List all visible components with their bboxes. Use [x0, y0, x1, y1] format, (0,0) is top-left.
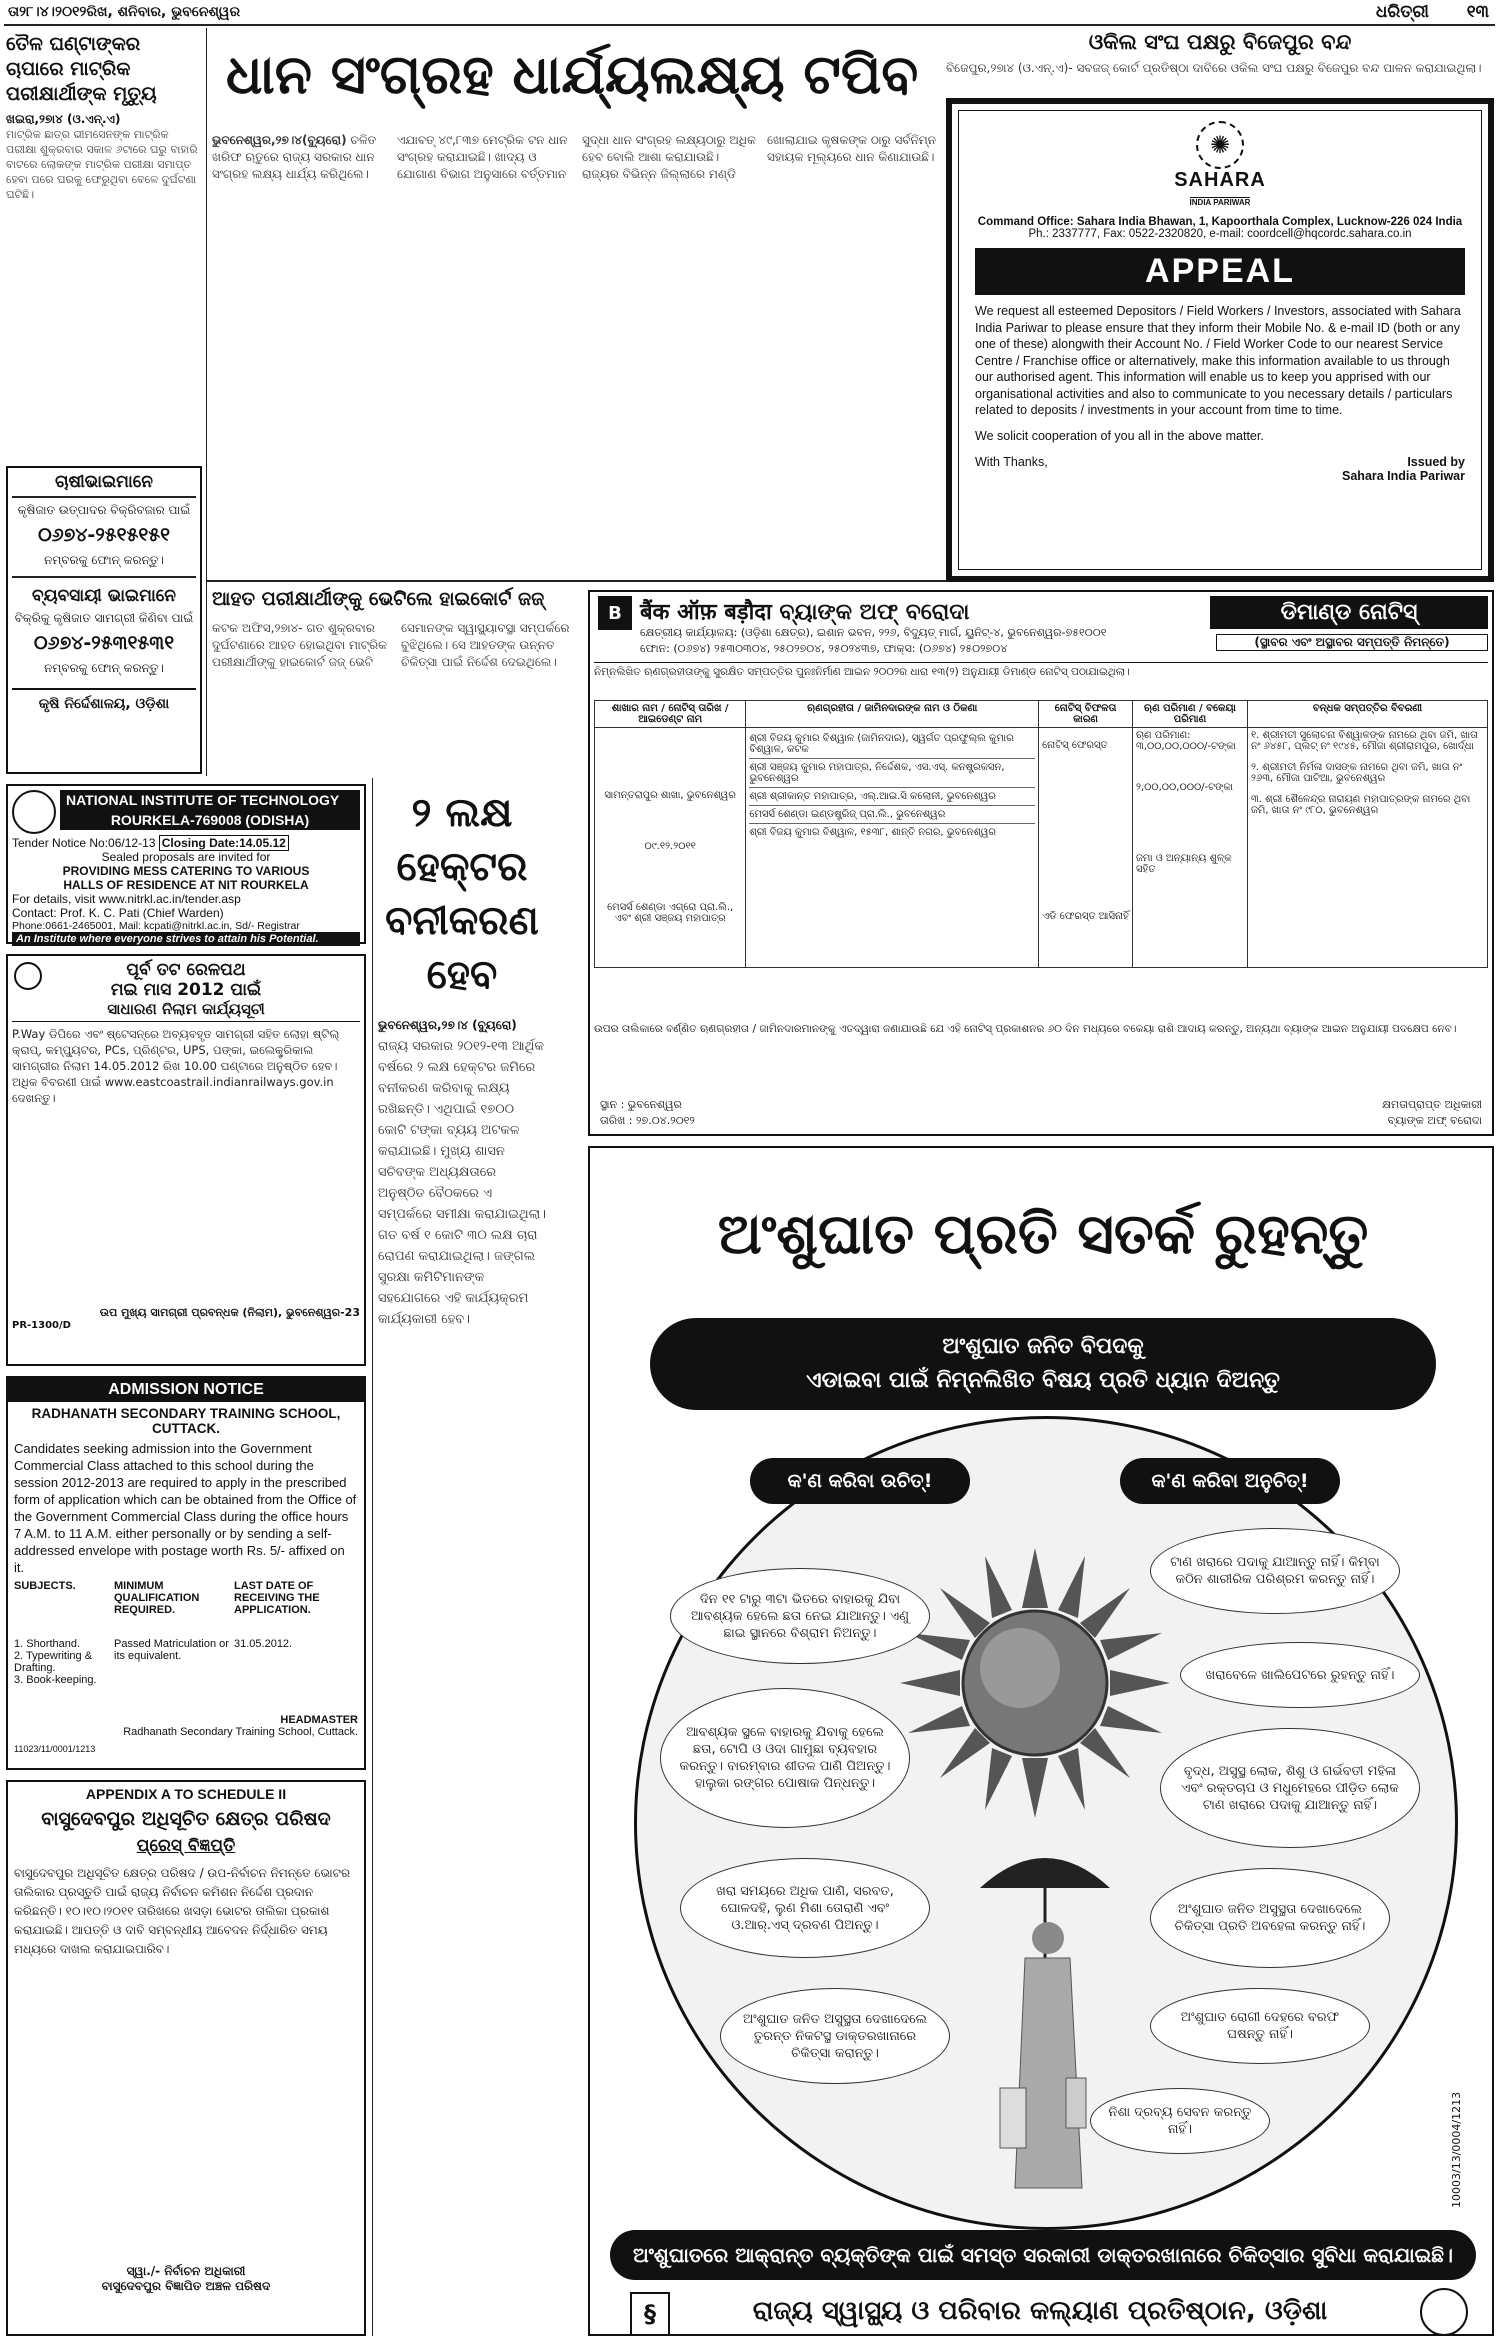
bob-amount-1: ଋଣ ପରିମାଣ: ୩,୦୦,୦୦,୦୦୦/-ଟଙ୍କା — [1135, 730, 1236, 752]
heatstroke-footer: ରାଜ୍ୟ ସ୍ୱାସ୍ଥ୍ୟ ଓ ପରିବାର କଲ୍ୟାଣ ପ୍ରତିଷ୍ଠାନ, ଓଡ଼ିଶା — [752, 2296, 1328, 2326]
sahara-appeal-ad — [946, 98, 1494, 582]
lawyers-headline: ଓକିଲ ସଂଘ ପକ୍ଷରୁ ବିଜେପୁର ବନ୍ଦ — [1088, 30, 1352, 54]
nit-tagline: An Institute where everyone strives to attain his Potential. — [12, 932, 360, 946]
sahara-logo-sub: INDIA PARIWAR — [1189, 198, 1251, 207]
story-tail-accident — [6, 32, 202, 497]
header-rule — [4, 24, 1495, 26]
bob-place: ସ୍ଥାନ : ଭୁବନେଶ୍ୱର — [600, 1098, 682, 1111]
forest-body: ରାଜ୍ୟ ସରକାର ୨୦୧୨-୧୩ ଆର୍ଥିକ ବର୍ଷରେ ୨ ଲକ୍ଷ ହେକ୍ଟର ଜମିରେ ବନୀକରଣ କରିବାକୁ ଲକ୍ଷ୍ୟ ରଖିଛନ୍ତି। ଏଥିପାଇଁ ୧୭୦୦ କୋଟି ଟଙ୍କା ବ୍ୟୟ ଅଟକଳ କରାଯାଇଛି। ମୁଖ୍ୟ ଶାସନ ସଚିବଙ୍କ ଅଧ୍ୟକ୍ଷତାରେ ଅନୁଷ୍ଠିତ ବୈଠକରେ ଏ ସମ୍ପର୍କରେ ସମୀକ୍ଷା କରାଯାଇଥିଲା। ଗତ ବର୍ଷ ୧ କୋଟି ୩୦ ଲକ୍ଷ ଚାରା ରୋପଣ କରାଯାଇଥିଲା। ଜଙ୍ଗଲ ସୁରକ୍ଷା କମିଟିମାନଙ୍କ ସହଯୋଗରେ ଏହି କାର୍ଯ୍ୟକ୍ରମ କାର୍ଯ୍ୟକାରୀ ହେବ। — [378, 1039, 546, 1327]
bob-notice-date: ୦୯.୧୨.୨୦୧୧ — [644, 841, 696, 852]
railway-body: P.Way ଡିପିରେ ଏବଂ ଷ୍ଟେସନ୍‌ରେ ଅବ୍ୟବହୃତ ସାମଗ୍ରୀ ସହିତ ଲୋହା ଷ୍ଟିଲ୍ କ୍ରାପ୍, କମ୍ପ୍ୟୁଟର, PCs, ପ୍ରିଣ୍ଟର, UPS, ପଙ୍କା, ଇଲେକ୍ଟ୍ରିକାଲ ସାମଗ୍ରୀର ନିଲାମ 14.05.2012 ରିଖ 10.00 ଘଣ୍ଟାରେ ଅନୁଷ୍ଠିତ ହେବ। ଅଧିକ ବିବରଣୀ ପାଇଁ www.eastcoastrail.indianrailways.gov.in ଦେଖନ୍ତୁ। — [12, 1027, 340, 1105]
bob-logo-icon: B — [598, 596, 632, 630]
admission-body: Candidates seeking admission into the Government Commercial Class attached to this school during the session 2012-2013 are required to apply in the prescribed form of application which can be obtained from the Office of the Government Commercial Class during the office hours 7 A.M. to 11 A.M. either personally or by sending a self-addressed envelope with postage worth Rs. 5/- affixed on it. — [14, 1441, 357, 1575]
helpline-divider — [12, 496, 196, 498]
nit-body2: PROVIDING MESS CATERING TO VARIOUS — [62, 864, 310, 878]
appendix-subheading: ପ୍ରେସ୍ ବିଜ୍ଞପ୍ତି — [136, 1836, 236, 1856]
story1-dateline: ଖଇରା,୨୭ା୪ (ଓ.ଏନ୍.ଏ) — [6, 112, 121, 126]
main-story-text: ଚଳିତ ଖରିଫ ଋତୁରେ ରାଜ୍ୟ ସରକାର ଧାନ ସଂଗ୍ରହ ଲକ୍ଷ୍ୟ ଧାର୍ଯ୍ୟ କରିଥିଲେ। ଏଯାବତ୍ ୪୯,୮୩୭ ମେଟ୍ରିକ ଟନ ଧାନ ସଂଗ୍ରହ କରାଯାଇଛି। ଖାଦ୍ୟ ଓ ଯୋଗାଣ ବିଭାଗ ଅନୁସାରେ ବର୍ତ୍ତମାନ ସୁଦ୍ଧା ଧାନ ସଂଗ୍ରହ ଲକ୍ଷ୍ୟଠାରୁ ଅଧିକ ହେବ ବୋଲି ଆଶା କରାଯାଉଛି। ରାଜ୍ୟର ବିଭିନ୍ନ ଜିଲ୍ଲାରେ ମଣ୍ଡି ଖୋଲାଯାଇ କୃଷକଙ୍କ ଠାରୁ ସର୍ବନିମ୍ନ ସହାୟକ ମୂଲ୍ୟରେ ଧାନ କିଣାଯାଉଛି। — [212, 133, 936, 181]
sahara-logo-text: SAHARA — [1174, 169, 1266, 191]
admission-sign2: Radhanath Secondary Training School, Cuttack. — [123, 1726, 358, 1738]
date-line: ତା୨୮।୪।୨୦୧୨ରିଖ, ଶନିବାର, ଭୁବନେଶ୍ୱର — [8, 4, 241, 20]
bob-address: କ୍ଷେତ୍ରୀୟ କାର୍ଯ୍ୟାଳୟ: (ଓଡ଼ିଶା କ୍ଷେତ୍ର), ଇଶାନ ଭବନ, ୨୨୬, ବିଦ୍ୟୁତ୍ ମାର୍ଗ, ୟୁନିଟ୍-୪, ଭୁବନେଶ୍ୱର-୭୫୧୦୦୧ — [640, 626, 1107, 639]
bob-amount-note: ଜମା ଓ ଅନ୍ୟାନ୍ୟ ଶୁଳ୍କ ସହିତ — [1135, 853, 1232, 875]
do-bubble-3: ଖରା ସମୟରେ ଅଧିକ ପାଣି, ସରବତ, ଘୋଳଦହି, ଲୁଣ ମିଶା ତୋରାଣି ଏବଂ ଓ.ଆର୍.ଏସ୍ ଦ୍ରବଣ ପିଅନ୍ତୁ। — [680, 1858, 930, 1958]
nit-body3: HALLS OF RESIDENCE AT NIT ROURKELA — [63, 878, 309, 892]
sun-icon — [900, 1548, 1170, 1818]
agri-helpline-ad — [6, 466, 202, 774]
bob-property-1: ୧. ଶ୍ରୀମତୀ ସୁଲୋଚନା ବିଶ୍ୱାଳଙ୍କ ନାମରେ ଥିବା ଜମି, ଖାତା ନଂ ୬୪୫୮, ପ୍ଲଟ୍ ନଂ ୧୯୪୫, ମୌଜା ଶ୍ରୀରାମପୁର, ଖୋର୍ଦ୍ଧା — [1250, 730, 1479, 752]
bob-property-2: ୨. ଶ୍ରୀମତୀ ନିର୍ମଳା ଦାସଙ୍କ ନାମରେ ଥିବା ଜମି, ଖାତା ନଂ ୨୬୩, ମୌଜା ପାଟିଆ, ଭୁବନେଶ୍ୱର — [1250, 762, 1463, 784]
admission-col-subjects: SUBJECTS. — [14, 1580, 76, 1592]
bob-borrower-4: ମେସର୍ସ ଶେଣ୍ଡା ଇଣ୍ଡଷ୍ଟ୍ରିଜ୍ ପ୍ରା.ଲି., ଭୁବନେଶ୍ୱର — [749, 806, 1035, 824]
heatstroke-title: ଅଂଶୁଘାତ ପ୍ରତି ସତର୍କ ରୁହନ୍ତୁ — [717, 1202, 1369, 1267]
nit-details-link[interactable]: For details, visit www.nitrkl.ac.in/tender.asp — [12, 892, 241, 906]
railway-auction-ad — [6, 954, 366, 1366]
bob-th-borrower: ଋଣଗ୍ରହୀତା / ଜାମିନଦାରଙ୍କ ନାମ ଓ ଠିକଣା — [746, 701, 1039, 728]
helpline2-text: ବିକ୍ରିକୁ କୃଷିଜାତ ସାମଗ୍ରୀ କିଣିବା ପାଇଁ — [14, 611, 194, 625]
helpline1-text: କୃଷିଜାତ ଉତ୍ପାଦର ବିକ୍ରିବଜାର ପାଇଁ — [17, 503, 191, 517]
health-logo-icon: § — [630, 2292, 670, 2336]
bob-contact: ଫୋନ: (୦୬୭୪) ୨୫୩୦୩୦୪, ୨୫୦୨୭୦୪, ୨୫୦୨୪୩୭, ଫାକ୍ସ: (୦୬୭୪) ୨୫୦୨୭୦୪ — [640, 642, 1008, 655]
odisha-emblem-icon — [1420, 2288, 1468, 2336]
hc-headline: ଆହତ ପରୀକ୍ଷାର୍ଥୀଙ୍କୁ ଭେଟିଲେ ହାଇକୋର୍ଟ ଜଜ୍ — [212, 588, 545, 610]
nit-address: ROURKELA-769008 (ODISHA) — [60, 810, 360, 830]
heatstroke-code: 10003/13/0004/1213 — [1450, 2091, 1463, 2208]
heatstroke-banner — [650, 1318, 1436, 1410]
sahara-solicit: We solicit cooperation of you all in the above matter. — [975, 428, 1264, 443]
bob-borrower-5: ଶ୍ରୀ ବିଜୟ କୁମାର ବିଶ୍ୱାଳ, ୧୫୩୮, ଶାନ୍ତି ନଗର, ଭୁବନେଶ୍ୱର — [749, 827, 996, 838]
bob-intro: ନିମ୍ନଲିଖିତ ଋଣଗ୍ରହୀତାଙ୍କୁ ସୁରକ୍ଷିତ ସମ୍ପତ୍ତିର ପୁନଃନିର୍ମାଣ ଆଇନ ୨୦୦୨ର ଧାରା ୧୩(୨) ଅନୁଯାୟୀ ଡିମାଣ୍ଡ ନୋଟିସ୍ ପଠାଯାଇଥିଲା। — [594, 662, 1488, 679]
main-story-body — [212, 132, 942, 572]
dont-bubble-6: ନିଶା ଦ୍ରବ୍ୟ ସେବନ କରନ୍ତୁ ନାହିଁ। — [1090, 2088, 1270, 2154]
basudebpur-press-notice — [6, 1780, 366, 2336]
bob-reason-1: ନୋଟିସ୍ ଫେରସ୍ତ — [1042, 740, 1108, 751]
railway-code: PR-1300/D — [12, 1320, 71, 1331]
bob-th-branch: ଶାଖାର ନାମ / ନୋଟିସ୍ ତାରିଖ / ଆଇଡେଣ୍ଟ ନାମ — [595, 701, 746, 728]
dont-bubble-1: ଟାଣ ଖରାରେ ପଦାକୁ ଯାଆନ୍ତୁ ନାହିଁ। କିମ୍ବା କଠିନ ଶାରୀରିକ ପରିଶ୍ରମ କରନ୍ତୁ ନାହିଁ। — [1150, 1528, 1400, 1614]
sahara-logo-icon: ✺ — [1196, 121, 1244, 169]
admission-subject-2: 2. Typewriting & Drafting. — [14, 1650, 93, 1674]
col-rule-2 — [372, 778, 373, 2336]
bob-account-name: ମେସର୍ସ ଶେଣ୍ଡା ଏଗ୍ରୋ ପ୍ରା.ଲି., ଏବଂ ଶ୍ରୀ ସଞ୍ଜୟ ମହାପାତ୍ର — [607, 902, 734, 924]
dont-label: କ'ଣ କରିବା ଅନୁଚିତ୍! — [1120, 1458, 1340, 1504]
col-rule-1 — [206, 28, 207, 776]
admission-school: RADHANATH SECONDARY TRAINING SCHOOL, CUTTACK. — [31, 1406, 341, 1436]
bob-demand-notice — [588, 590, 1494, 1136]
bob-notice-title: ଡିମାଣ୍ଡ ନୋଟିସ୍ — [1210, 596, 1488, 629]
nit-tender-no: Tender Notice No:06/12-13 — [12, 836, 156, 850]
dont-bubble-3: ବୃଦ୍ଧ, ଅସୁସ୍ଥ ଲୋକ, ଶିଶୁ ଓ ଗର୍ଭବତୀ ମହିଳା ଏବଂ ରକ୍ତଚାପ ଓ ମଧୁମେହରେ ପୀଡ଼ିତ ଲୋକ ଟାଣ ଖରାରେ ପଦାକୁ ଯାଆନ୍ତୁ ନାହିଁ। — [1160, 1728, 1420, 1848]
sahara-office: Command Office: Sahara India Bhawan, 1, Kapoorthala Complex, Lucknow-226 024 India — [977, 216, 1463, 228]
do-label: କ'ଣ କରିବା ଉଚିତ୍! — [750, 1458, 970, 1504]
admission-lastdate: 31.05.2012. — [234, 1638, 293, 1650]
railway-logo-icon — [14, 962, 42, 990]
nit-phone: Phone:0661-2465001, Mail: kcpati@nitrkl.ac.in, Sd/- Registrar — [12, 920, 300, 932]
nit-tender-ad — [6, 784, 366, 944]
main-story-bottom-rule — [206, 580, 946, 582]
admission-subject-1: 1. Shorthand. — [14, 1638, 81, 1650]
appendix-sign2: ବାସୁଦେବପୁର ବିଜ୍ଞାପିତ ଅଞ୍ଚଳ ପରିଷଦ — [101, 2279, 271, 2293]
admission-notice-ad — [6, 1376, 366, 1770]
forest-headline: ୨ ଲକ୍ଷ ହେକ୍ଟର ବନୀକରଣ ହେବ — [385, 790, 539, 998]
dont-bubble-5: ଅଂଶୁଘାତ ରୋଗୀ ଦେହରେ ବରଫ ଘଷନ୍ତୁ ନାହିଁ। — [1150, 1988, 1370, 2064]
paper-name: ଧରିତ୍ରୀ — [1375, 2, 1429, 22]
nit-contact: Contact: Prof. K. C. Pati (Chief Warden) — [12, 906, 224, 920]
helpline-divider-2 — [12, 576, 196, 578]
bob-branch: ସାମନ୍ତରାପୁର ଶାଖା, ଭୁବନେଶ୍ୱର — [604, 790, 736, 801]
main-headline: ଧାନ ସଂଗ୍ରହ ଧାର୍ଯ୍ୟଲକ୍ଷ୍ୟ ଟପିବ — [225, 43, 919, 106]
appendix-title: APPENDIX A TO SCHEDULE II — [85, 1786, 287, 1802]
heatstroke-banner-line1: ଅଂଶୁଘାତ ଜନିତ ବିପଦକୁ — [942, 1334, 1144, 1359]
lawyers-body: ବିଜେପୁର,୨୭ା୪ (ଓ.ଏନ୍.ଏ)- ସବଜଜ୍ କୋର୍ଟ ପ୍ରତିଷ୍ଠା ଦାବିରେ ଓକିଲ ସଂଘ ପକ୍ଷରୁ ବିଜେପୁର ବନ୍ଦ ପାଳନ କରାଯାଇଥିଲା। — [946, 61, 1482, 75]
admission-col-lastdate: LAST DATE OF RECEIVING THE APPLICATION. — [234, 1580, 320, 1616]
nit-logo-icon — [12, 790, 56, 834]
helpline2-note: ନମ୍ବରକୁ ଫୋନ୍ କରନ୍ତୁ। — [44, 661, 164, 675]
railway-subtitle2: ସାଧାରଣ ନିଲାମ କାର୍ଯ୍ୟସୂଚୀ — [12, 1000, 360, 1022]
helpline1-number: ୦୬୭୪-୨୫୧୫୧୫୧ — [37, 524, 171, 546]
bob-officer: କ୍ଷମତାପ୍ରାପ୍ତ ଅଧିକାରୀ — [1382, 1098, 1482, 1111]
main-story-dateline: ଭୁବନେଶ୍ୱର,୨୭।୪(ବ୍ୟୁରୋ) — [212, 133, 347, 147]
appendix-heading: ବାସୁଦେବପୁର ଅଧିସୂଚିତ କ୍ଷେତ୍ର ପରିଷଦ — [41, 1808, 331, 1830]
hc-body: କଟକ ଅଫିସ,୨୭ା୪- ଗତ ଶୁକ୍ରବାର ଦୁର୍ଘଟଣାରେ ଆହତ ହୋଇଥିବା ମାଟ୍ରିକ ପରୀକ୍ଷାର୍ଥୀଙ୍କୁ ହାଇକୋର୍ଟ ଜଜ୍ ଭେଟି ସେମାନଙ୍କ ସ୍ୱାସ୍ଥ୍ୟାବସ୍ଥା ସମ୍ପର୍କରେ ବୁଝିଥିଲେ। ସେ ଆହତଙ୍କ ଉନ୍ନତ ଚିକିତ୍ସା ପାଇଁ ନିର୍ଦ୍ଦେଶ ଦେଇଥିଲେ। — [212, 621, 570, 669]
sahara-body: We request all esteemed Depositors / Field Workers / Investors, associated with Sahara India Pariwar to please ensure that they inform their Mobile No. & e-mail ID (both or any one of these) alongwith their Account No. / Field Worker Code to our nearest Service Centre / Franchise office or alternatively, make this information available to us through our authorised agent. This information will enable us to keep you apprised with our organisational activities and also to communicate to you necessary details / particulars related to deposits / investments in your account from time to time. — [975, 304, 1461, 417]
woman-umbrella-image — [970, 1828, 1120, 2208]
heatstroke-bottom-banner: ଅଂଶୁଘାତରେ ଆକ୍ରାନ୍ତ ବ୍ୟକ୍ତିଙ୍କ ପାଇଁ ସମସ୍ତ ସରକାରୀ ଡାକ୍ତରଖାନାରେ ଚିକିତ୍ସାର ସୁବିଧା କରାଯାଇଛି। — [610, 2230, 1476, 2280]
helpline2-title: ବ୍ୟବସାୟୀ ଭାଇମାନେ — [31, 586, 177, 606]
admission-col-qualification: MINIMUM QUALIFICATION REQUIRED. — [114, 1580, 200, 1616]
nit-name: NATIONAL INSTITUTE OF TECHNOLOGY — [60, 790, 360, 810]
bob-amount-2: ୨,୦୦,୦୦,୦୦୦/-ଟଙ୍କା — [1135, 782, 1234, 793]
sahara-phone: Ph.: 2337777, Fax: 0522-2320820, e-mail: coordcell@hqcordc.sahara.co.in — [1028, 228, 1412, 240]
heatstroke-ad — [588, 1146, 1494, 2336]
story1-headline: ତୈଳ ଘଣ୍ଟାଙ୍କର ଚାପାରେ ମାଟ୍ରିକ ପରୀକ୍ଷାର୍ଥୀଙ୍କ ମୃତ୍ୟୁ — [6, 33, 157, 105]
bob-table — [594, 700, 1488, 968]
dont-bubble-2: ଖରାବେଳେ ଖାଲିପେଟରେ ରୁହନ୍ତୁ ନାହିଁ। — [1180, 1642, 1420, 1708]
bob-footer: ଉପର ତାଲିକାରେ ବର୍ଣ୍ଣିତ ଋଣଗ୍ରହୀତା / ଜାମିନଦାରମାନଙ୍କୁ ଏତଦ୍ୱାରା ଜଣାଯାଉଛି ଯେ ଏହି ନୋଟିସ୍ ପ୍ରକାଶନର ୬୦ ଦିନ ମଧ୍ୟରେ ବକେୟା ରାଶି ଆଦାୟ କରନ୍ତୁ, ଅନ୍ୟଥା ବ୍ୟାଙ୍କ ଆଇନ ଅନୁଯାୟୀ ପଦକ୍ଷେପ ନେବ। — [594, 1023, 1457, 1035]
railway-signatory: ଉପ ମୁଖ୍ୟ ସାମଗ୍ରୀ ପ୍ରବନ୍ଧକ (ନିଲାମ), ଭୁବନେଶ୍ୱର-23 — [99, 1306, 360, 1319]
bob-officer2: ବ୍ୟାଙ୍କ ଅଫ୍ ବରୋଦା — [1387, 1114, 1482, 1127]
bob-borrower-1: ଶ୍ରୀ ବିଜୟ କୁମାର ବିଶ୍ୱାଳ (ଜାମିନଦାର), ସ୍ୱର୍ଗତ ପ୍ରଫୁଲ୍ଲ କୁମାର ବିଶ୍ୱାଳ, କଟକ — [749, 730, 1035, 759]
page-number: ୧୩ — [1466, 2, 1489, 22]
helpline-footer: କୃଷି ନିର୍ଦ୍ଦେଶାଳୟ, ଓଡ଼ିଶା — [12, 688, 196, 712]
bob-reason-2: ଏଡି ଫେରସ୍ତ ଆସିନାହିଁ — [1042, 911, 1129, 922]
nit-closing-date: Closing Date:14.05.12 — [159, 835, 289, 851]
bob-bank-name: बैंक ऑफ़ बड़ौदा ବ୍ୟାଙ୍କ ଅଫ୍ ବରୋଦା — [640, 600, 970, 625]
bob-borrower-3: ଶ୍ରୀ ଶ୍ରୀକାନ୍ତ ମହାପାତ୍ର, ଏଲ୍.ଆଇ.ସି କଲୋନୀ, ଭୁବନେଶ୍ୱର — [749, 788, 1035, 806]
sahara-appeal-title: APPEAL — [975, 248, 1465, 295]
helpline2-number: ୦୬୭୪-୨୫୩୧୫୩୧ — [33, 632, 175, 654]
do-bubble-2: ଆବଶ୍ୟକ ସ୍ଥଳେ ବାହାରକୁ ଯିବାକୁ ହେଲେ ଛତା, ଟୋପି ଓ ଓଦା ଗାମୁଛା ବ୍ୟବହାର କରନ୍ତୁ। ବାରମ୍ବାର ଶୀତଳ ପାଣି ପିଅନ୍ତୁ। ହାଲୁକା ରଙ୍ଗର ପୋଷାକ ପିନ୍ଧନ୍ତୁ। — [660, 1688, 910, 1828]
sahara-thanks: With Thanks, — [975, 454, 1048, 469]
bob-borrower-2: ଶ୍ରୀ ସଞ୍ଜୟ କୁମାର ମହାପାତ୍ର, ନିର୍ଦ୍ଦେଶକ, ଏସ.ଏସ୍. କନଷ୍ଟ୍ରକସନ, ଭୁବନେଶ୍ୱର — [749, 759, 1035, 788]
bob-property-3: ୩. ଶ୍ରୀ ଶୈଳେନ୍ଦ୍ର ନାରାୟଣ ମହାପାତ୍ରଙ୍କ ନାମରେ ଥିବା ଜମି, ଖାତା ନଂ ୯୮୦, ଭୁବନେଶ୍ୱର — [1250, 794, 1471, 816]
sahara-issued: Issued by — [1407, 454, 1465, 469]
admission-code: 11023/11/0001/1213 — [14, 1744, 96, 1754]
admission-qualification: Passed Matriculation or its equivalent. — [114, 1638, 229, 1662]
admission-sign1: HEADMASTER — [280, 1714, 358, 1726]
story1-body: ମାଟ୍ରିକ ଛାତ୍ର ଭୀମସେନଙ୍କ ମାଟ୍ରିକ ପରୀକ୍ଷା ଶୁକ୍ରବାର ସକାଳ ୬ଟାରେ ଘରୁ ବାହାରି ବାଟରେ ଲୋକଙ୍କ ମାଟ୍ରିକ ପରୀକ୍ଷା ସମାପ୍ତ ହେବା ପରେ ଘରକୁ ଫେରୁଥିବା ବେଳେ ଦୁର୍ଘଟଣା ଘଟିଛି। — [6, 128, 198, 201]
heatstroke-banner-line2: ଏଡାଇବା ପାଇଁ ନିମ୍ନଲିଖିତ ବିଷୟ ପ୍ରତି ଧ୍ୟାନ ଦିଅନ୍ତୁ — [806, 1368, 1280, 1393]
appendix-body: ବାସୁଦେବପୁର ଅଧିସୂଚିତ କ୍ଷେତ୍ର ପରିଷଦ / ଉପ-ନିର୍ବାଚନ ନିମନ୍ତେ ଭୋଟର ତାଲିକାର ପ୍ରସ୍ତୁତି ପାଇଁ ରାଜ୍ୟ ନିର୍ବାଚନ କମିଶନ ନିର୍ଦ୍ଦେଶ ପ୍ରଦାନ କରିଛନ୍ତି। ୧୦।୧୦।୨୦୧୧ ତାରିଖରେ ଖସଡ଼ା ଭୋଟର ତାଲିକା ପ୍ରକାଶ କରାଯାଇଛି। ଆପତ୍ତି ଓ ଦାବି ସମ୍ବନ୍ଧୀୟ ଆବେଦନ ନିର୍ଦ୍ଧାରିତ ସମୟ ମଧ୍ୟରେ ଦାଖଲ କରାଯାଇପାରିବ। — [14, 1866, 351, 1956]
bob-th-reason: ନୋଟିସ୍ ବିଫଳତା କାରଣ — [1039, 701, 1133, 728]
bob-th-property: ବନ୍ଧକ ସମ୍ପତ୍ତିର ବିବରଣୀ — [1247, 701, 1487, 728]
helpline1-note: ନମ୍ବରକୁ ଫୋନ୍ କରନ୍ତୁ। — [44, 553, 164, 567]
dont-bubble-4: ଅଂଶୁଘାତ ଜନିତ ଅସୁସ୍ଥତା ଦେଖାଦେଲେ ଚିକିତ୍ସା ପ୍ରତି ଅବହେଳା କରନ୍ତୁ ନାହିଁ। — [1150, 1868, 1390, 1968]
railway-subtitle: ମଇ ମାସ 2012 ପାଇଁ — [110, 980, 262, 1000]
admission-header: ADMISSION NOTICE — [8, 1378, 364, 1402]
admission-subject-3: 3. Book-keeping. — [14, 1674, 97, 1686]
railway-title: ପୂର୍ବ ତଟ ରେଳପଥ — [126, 960, 246, 980]
do-bubble-4: ଅଂଶୁଘାତ ଜନିତ ଅସୁସ୍ଥତା ଦେଖାଦେଲେ ତୁରନ୍ତ ନିକଟସ୍ଥ ଡାକ୍ତରଖାନାରେ ଚିକିତ୍ସା କରାନ୍ତୁ। — [720, 1988, 950, 2084]
bob-notice-sub: (ସ୍ଥାବର ଏବଂ ଅସ୍ଥାବର ସମ୍ପତ୍ତି ନିମନ୍ତେ) — [1216, 634, 1488, 651]
nit-body1: Sealed proposals are invited for — [101, 850, 271, 864]
bob-date: ତାରିଖ : ୨୭.୦୪.୨୦୧୨ — [600, 1114, 695, 1127]
appendix-sign1: ସ୍ୱା./- ନିର୍ବାଚନ ଅଧିକାରୀ — [126, 2264, 246, 2278]
bob-th-amount: ଋଣ ପରିମାଣ / ବକେୟା ପରିମାଣ — [1132, 701, 1247, 728]
helpline-title: ଚାଷୀଭାଇମାନେ — [54, 472, 154, 492]
do-bubble-1: ଦିନ ୧୧ ଟାରୁ ୩ଟା ଭିତରେ ବାହାରକୁ ଯିବା ଆବଶ୍ୟକ ହେଲେ ଛତା ନେଇ ଯାଆନ୍ତୁ। ଏଣୁ ଛାଇ ସ୍ଥାନରେ ବିଶ୍ରାମ ନିଅନ୍ତୁ। — [670, 1568, 930, 1664]
sahara-issuer: Sahara India Pariwar — [1342, 468, 1465, 483]
forest-dateline: ଭୁବନେଶ୍ୱର,୨୭।୪ (ବ୍ୟୁରୋ) — [378, 1018, 517, 1032]
